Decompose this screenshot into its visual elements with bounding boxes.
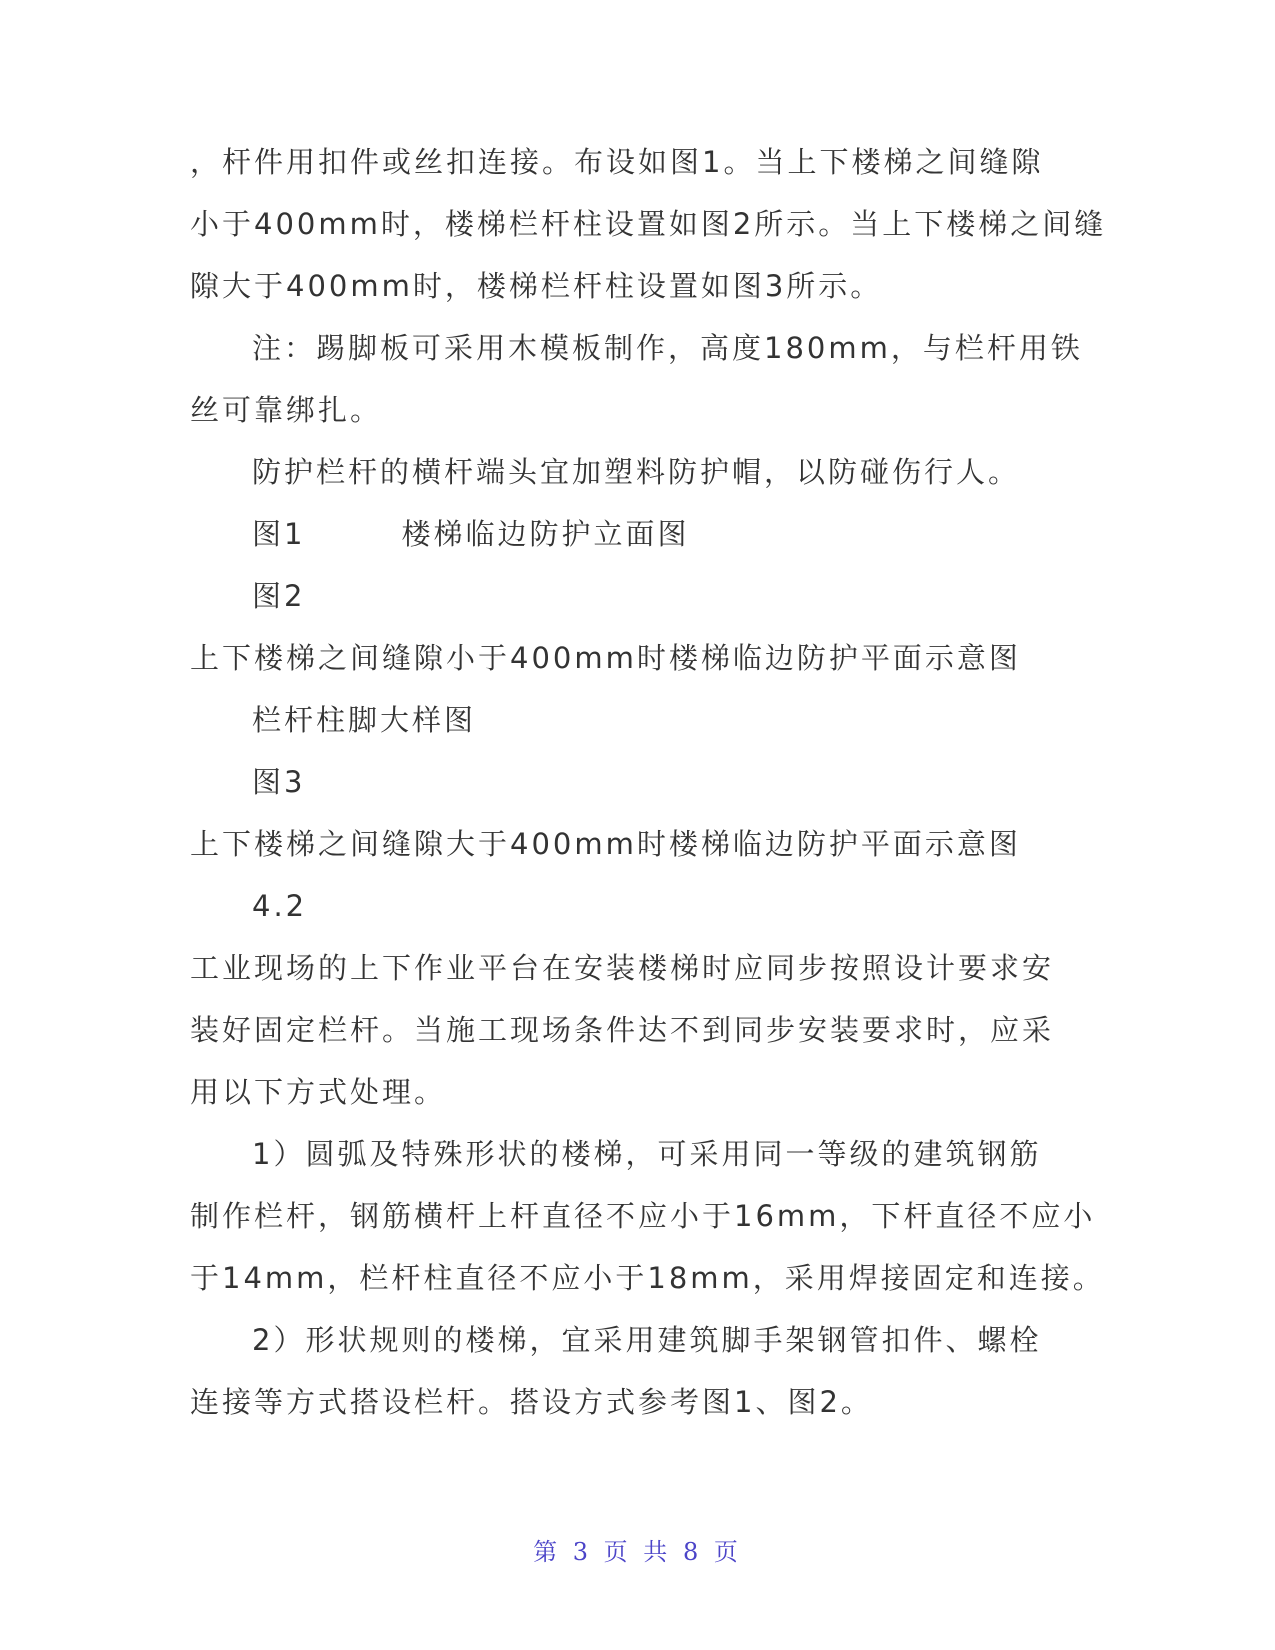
page-number-footer: 第 3 页 共 8 页: [533, 1538, 742, 1566]
list-item-line: 制作栏杆，钢筋横杆上杆直径不应小于16mm，下杆直径不应小: [190, 1199, 1096, 1233]
figure-caption: 上下楼梯之间缝隙小于400mm时楼梯临边防护平面示意图: [190, 641, 1021, 675]
list-item-line: 连接等方式搭设栏杆。搭设方式参考图1、图2。: [190, 1385, 873, 1419]
paragraph-line: 工业现场的上下作业平台在安装楼梯时应同步按照设计要求安: [190, 951, 1055, 985]
paragraph-line: 用以下方式处理。: [190, 1075, 447, 1109]
figure-caption: 上下楼梯之间缝隙大于400mm时楼梯临边防护平面示意图: [190, 827, 1021, 861]
section-number: 4.2: [252, 889, 308, 923]
figure-caption: 栏杆柱脚大样图: [252, 703, 477, 737]
paragraph-line: 防护栏杆的横杆端头宜加塑料防护帽，以防碰伤行人。: [252, 455, 1021, 489]
figure-caption: 图1 楼梯临边防护立面图: [252, 517, 690, 551]
figure-label: 图3: [252, 765, 306, 799]
list-item-line: 于14mm，栏杆柱直径不应小于18mm，采用焊接固定和连接。: [190, 1261, 1105, 1295]
paragraph-line: 小于400mm时，楼梯栏杆柱设置如图2所示。当上下楼梯之间缝: [190, 207, 1107, 241]
list-item-line: 1）圆弧及特殊形状的楼梯，可采用同一等级的建筑钢筋: [252, 1137, 1042, 1171]
figure-label: 图2: [252, 579, 306, 613]
note-line: 丝可靠绑扎。: [190, 393, 383, 427]
paragraph-line: 隙大于400mm时，楼梯栏杆柱设置如图3所示。: [190, 269, 883, 303]
list-item-line: 2）形状规则的楼梯，宜采用建筑脚手架钢管扣件、螺栓: [252, 1323, 1042, 1357]
paragraph-line: 装好固定栏杆。当施工现场条件达不到同步安装要求时，应采: [190, 1013, 1055, 1047]
note-line: 注：踢脚板可采用木模板制作，高度180mm，与栏杆用铁: [252, 331, 1083, 365]
paragraph-line: ，杆件用扣件或丝扣连接。布设如图1。当上下楼梯之间缝隙: [190, 145, 1044, 179]
